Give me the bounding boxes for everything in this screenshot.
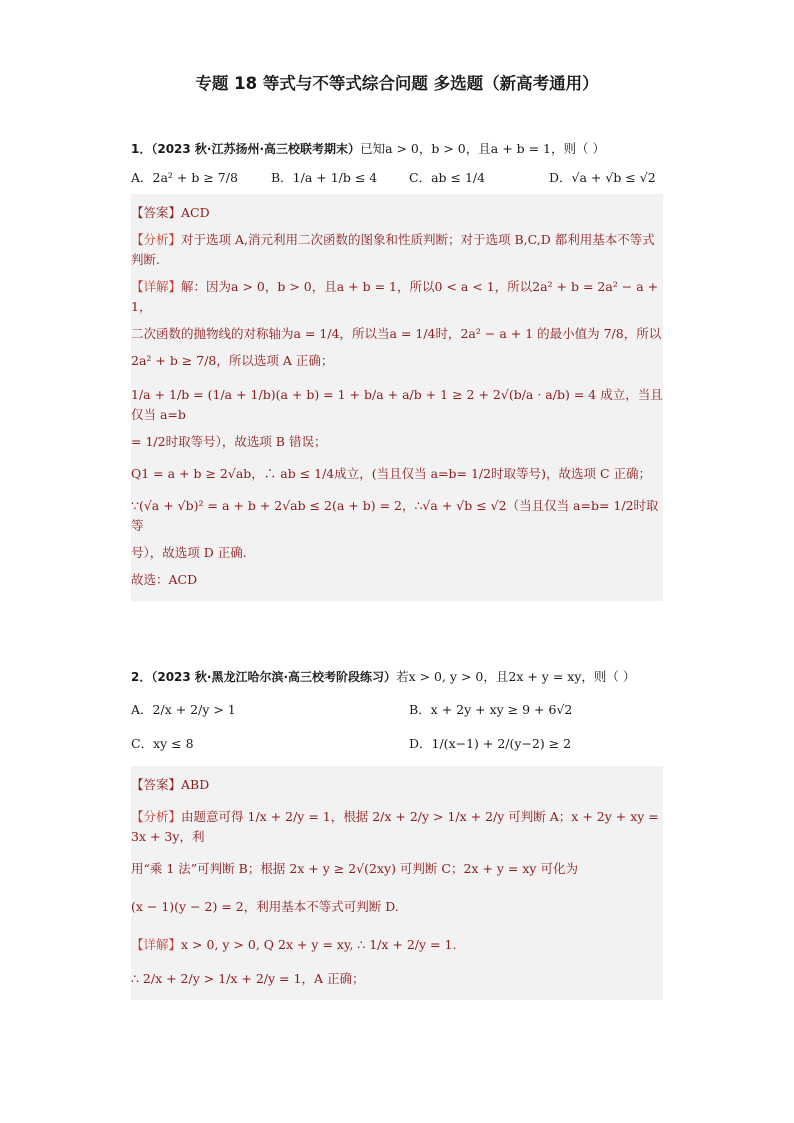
solution-box [131,194,663,601]
question-number: 1． [131,142,152,156]
question-2-stem [131,668,663,686]
question-source: （2023 秋·江苏扬州·高三校联考期末） [151,142,361,156]
answer: 【答案】ABD [131,777,210,792]
option-c: C．ab ≤ 1/4 [409,170,486,185]
detail-tag: 【详解】 [131,937,182,952]
detail-text: x > 0, y > 0, Q 2x + y = xy, ∴ 1/x + 2/y = 1. [181,937,457,952]
question-text: 若x > 0, y > 0，且2x + y = xy，则（ ） [396,669,636,684]
analysis-text: 对于选项 A,消元利用二次函数的图象和性质判断；对于选项 B,C,D 都利用基本不等式判断. [131,232,655,267]
final-choice: 故选：ACD [131,572,198,587]
question-1-stem [131,140,663,158]
question-source: （2023 秋·黑龙江哈尔滨·高三校考阶段练习） [151,670,397,684]
detail-line: 2a² + b ≥ 7/8，所以选项 A 正确； [131,353,334,368]
analysis-line: 用“乘 1 法”可判断 B；根据 2x + y ≥ 2√(2xy) 可判断 C；2x + y = xy 可化为 [131,861,578,876]
solution-box [131,766,663,1000]
option-d: D．√a + √b ≤ √2 [549,170,656,185]
detail-line: ∴ 2/x + 2/y > 1/x + 2/y = 1，A 正确； [131,971,365,986]
option-b: B．x + 2y + xy ≥ 9 + 6√2 [409,702,573,717]
question-number: 2． [131,670,152,684]
page-title: 专题 18 等式与不等式综合问题 多选题（新高考通用） [195,74,599,93]
detail-line: Q1 = a + b ≥ 2√ab，∴ ab ≤ 1/4成立，(当且仅当 a=b= 1/2时取等号)，故选项 C 正确； [131,466,651,481]
question-1-options [131,168,663,186]
question-text: 已知a > 0，b > 0，且a + b = 1，则（ ） [360,141,605,156]
analysis-text: 由题意可得 1/x + 2/y = 1，根据 2/x + 2/y > 1/x + 2/y 可判断 A；x + 2y + xy = 3x + 3y，利 [131,809,659,844]
detail-line [131,277,663,317]
analysis-line: (x − 1)(y − 2) = 2，利用基本不等式可判断 D. [131,899,399,914]
question-2-options-row2 [131,734,663,752]
question-2-options-row1 [131,700,663,718]
detail-line [131,935,663,955]
detail-line: ∵(√a + √b)² = a + b + 2√ab ≤ 2(a + b) = 2，∴√a + √b ≤ √2（当且仅当 a=b= 1/2时取等 [131,498,659,533]
question-1 [131,140,663,601]
analysis [131,807,663,847]
option-a: A．2a² + b ≥ 7/8 [131,170,238,185]
detail-line: 1/a + 1/b = (1/a + 1/b)(a + b) = 1 + b/a + a/b + 1 ≥ 2 + 2√(b/a · a/b) = 4 成立，当且仅当 a=b [131,387,663,422]
analysis-tag: 【分析】 [131,809,182,824]
detail-text: 解：因为a > 0，b > 0，且a + b = 1，所以0 < a < 1，所以2a² + b = 2a² − a + 1， [131,279,659,314]
detail-tag: 【详解】 [131,279,182,294]
option-c: C．xy ≤ 8 [131,736,194,751]
detail-line: 号），故选项 D 正确. [131,545,247,560]
answer: 【答案】ACD [131,205,210,220]
detail-line: = 1/2时取等号），故选项 B 错误； [131,434,327,449]
detail-line: 二次函数的抛物线的对称轴为a = 1/4，所以当a = 1/4时，2a² − a + 1 的最小值为 7/8，所以 [131,326,662,341]
option-d: D．1/(x−1) + 2/(y−2) ≥ 2 [409,736,572,751]
option-b: B．1/a + 1/b ≤ 4 [271,170,378,185]
option-a: A．2/x + 2/y > 1 [131,702,236,717]
question-2 [131,668,663,1000]
analysis-tag: 【分析】 [131,232,182,247]
analysis [131,230,663,270]
